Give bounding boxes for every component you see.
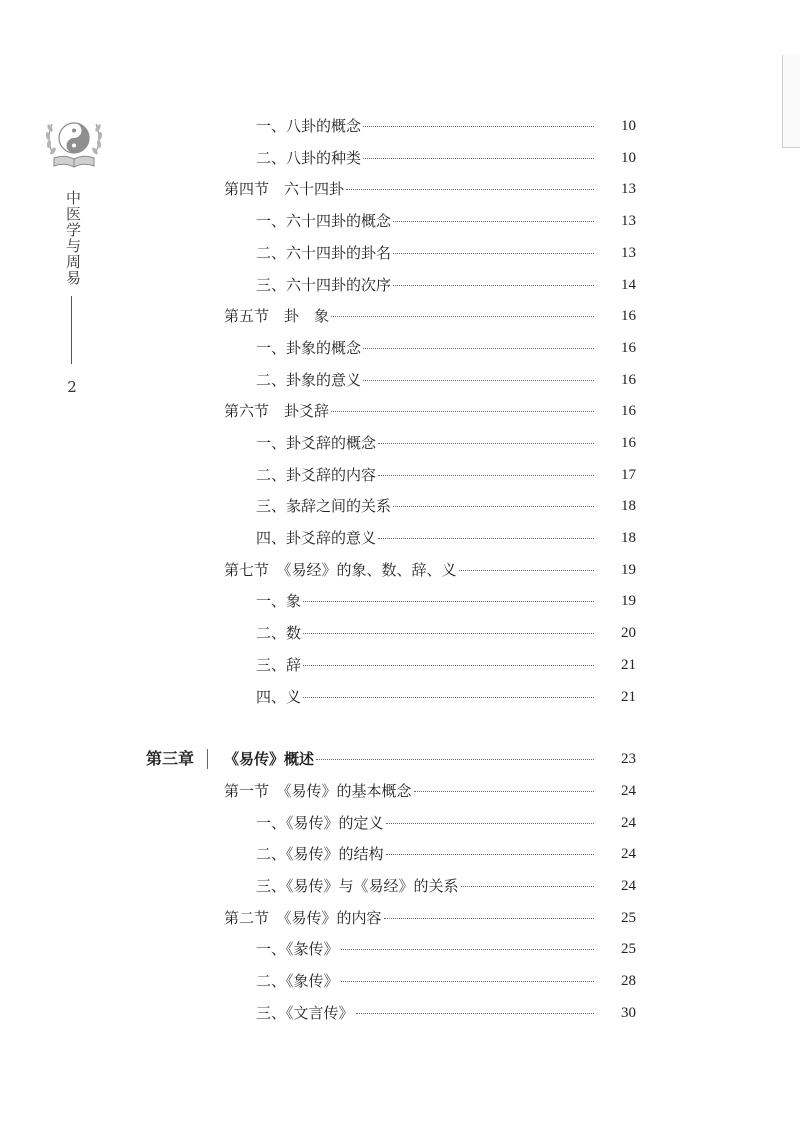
toc-item[interactable] [0,874,800,898]
toc-item[interactable] [0,1001,800,1025]
dot-leader [303,633,594,634]
toc-page-number: 13 [621,245,636,261]
dot-leader [356,1013,594,1014]
dot-leader [363,126,594,127]
dot-leader [303,601,594,602]
toc-section[interactable] [0,779,800,803]
toc-item[interactable] [0,526,800,550]
dot-leader [363,380,594,381]
toc-page-number: 28 [621,973,636,989]
dot-leader [378,538,594,539]
dot-leader [384,918,594,919]
toc-page-number: 16 [621,403,636,419]
toc-page-number: 19 [621,593,636,609]
dot-leader [386,854,594,855]
dot-leader [316,759,594,760]
dot-leader [331,316,594,317]
dot-leader [386,823,594,824]
toc-page-number: 23 [621,751,636,767]
toc-entry-text: 第五节 卦 象 [224,307,330,325]
toc-page-number: 16 [621,340,636,356]
toc-item[interactable] [0,685,800,709]
toc-entry-text: 一、卦爻辞的概念 [256,434,377,452]
toc-page-number: 13 [621,181,636,197]
dot-leader [393,285,594,286]
toc-page-number: 16 [621,372,636,388]
toc-item[interactable] [0,842,800,866]
toc-page-number: 21 [621,689,636,705]
dot-leader [461,886,594,887]
toc-page-number: 25 [621,910,636,926]
dot-leader [459,570,594,571]
chapter-divider [207,749,208,769]
toc-item[interactable] [0,589,800,613]
toc-entry-text: 第一节 《易传》的基本概念 [224,782,412,800]
toc-entry-text: 二、卦爻辞的内容 [256,466,377,484]
toc-page-number: 16 [621,435,636,451]
dot-leader [303,665,594,666]
toc-page-number: 19 [621,562,636,578]
toc-item[interactable] [0,811,800,835]
toc-page-number: 30 [621,1005,636,1021]
toc-item[interactable] [0,368,800,392]
toc-item[interactable] [0,969,800,993]
dot-leader [363,158,594,159]
toc-page-number: 14 [621,277,636,293]
toc-item[interactable] [0,336,800,360]
dot-leader [378,475,594,476]
toc-page-number: 25 [621,941,636,957]
toc-item[interactable] [0,273,800,297]
toc-entry-text: 二、八卦的种类 [256,149,362,167]
toc-page-number: 10 [621,150,636,166]
toc-entry-text: 一、《易传》的定义 [256,814,384,832]
toc-section[interactable] [0,304,800,328]
toc-entry-text: 第四节 六十四卦 [224,180,345,198]
dot-leader [414,791,594,792]
toc-entry-text: 一、卦象的概念 [256,339,362,357]
toc-entry-text: 二、六十四卦的卦名 [256,244,392,262]
toc-page-number: 21 [621,657,636,673]
toc-item[interactable] [0,114,800,138]
toc-entry-text: 二、《易传》的结构 [256,845,384,863]
toc-page-number: 16 [621,308,636,324]
toc-section[interactable] [0,399,800,423]
toc-entry-text: 第六节 卦爻辞 [224,402,330,420]
toc-entry-text: 三、彖辞之间的关系 [256,497,392,515]
toc-entry-text: 《易传》概述 [224,750,315,768]
toc-item[interactable] [0,494,800,518]
dot-leader [393,506,594,507]
toc-page-number: 18 [621,498,636,514]
toc-page-number: 24 [621,815,636,831]
toc-entry-text: 四、卦爻辞的意义 [256,529,377,547]
toc-entry-text: 三、六十四卦的次序 [256,276,392,294]
toc-entry-text: 三、《文言传》 [256,1004,354,1022]
toc-section[interactable] [0,906,800,930]
toc-entry-text: 一、象 [256,592,302,610]
toc-item[interactable] [0,209,800,233]
dot-leader [303,697,594,698]
toc-page-number: 10 [621,118,636,134]
dot-leader [341,949,594,950]
toc-item[interactable] [0,431,800,455]
toc-item[interactable] [0,241,800,265]
toc-item[interactable] [0,463,800,487]
toc-entry-text: 第七节 《易经》的象、数、辞、义 [224,561,457,579]
dot-leader [331,411,594,412]
toc-entry-text: 一、《彖传》 [256,940,339,958]
dot-leader [341,981,594,982]
dot-leader [393,253,594,254]
toc-entry-text: 二、数 [256,624,302,642]
dot-leader [363,348,594,349]
dot-leader [378,443,594,444]
chapter-label: 第三章 [146,749,195,768]
toc-page-number: 20 [621,625,636,641]
toc-entry-text: 第二节 《易传》的内容 [224,909,382,927]
toc-entry-text: 三、《易传》与《易经》的关系 [256,877,459,895]
toc-page-number: 17 [621,467,636,483]
toc-chapter[interactable] [0,747,800,771]
toc-entry-text: 二、《象传》 [256,972,339,990]
toc-section[interactable] [0,177,800,201]
toc-entry-text: 一、六十四卦的概念 [256,212,392,230]
toc-entry-text: 二、卦象的意义 [256,371,362,389]
toc-entry-text: 三、辞 [256,656,302,674]
page-number: 2 [67,378,77,396]
toc-page-number: 18 [621,530,636,546]
toc-item[interactable] [0,146,800,170]
toc-page-number: 24 [621,783,636,799]
toc-page-number: 24 [621,846,636,862]
toc-page-number: 13 [621,213,636,229]
toc-item[interactable] [0,653,800,677]
book-title: 中医学与周易 [64,190,82,286]
toc-entry-text: 四、义 [256,688,302,706]
dot-leader [393,221,594,222]
toc-page-number: 24 [621,878,636,894]
toc-entry-text: 一、八卦的概念 [256,117,362,135]
toc-item[interactable] [0,621,800,645]
toc-item[interactable] [0,937,800,961]
toc-section[interactable] [0,558,800,582]
dot-leader [346,189,594,190]
